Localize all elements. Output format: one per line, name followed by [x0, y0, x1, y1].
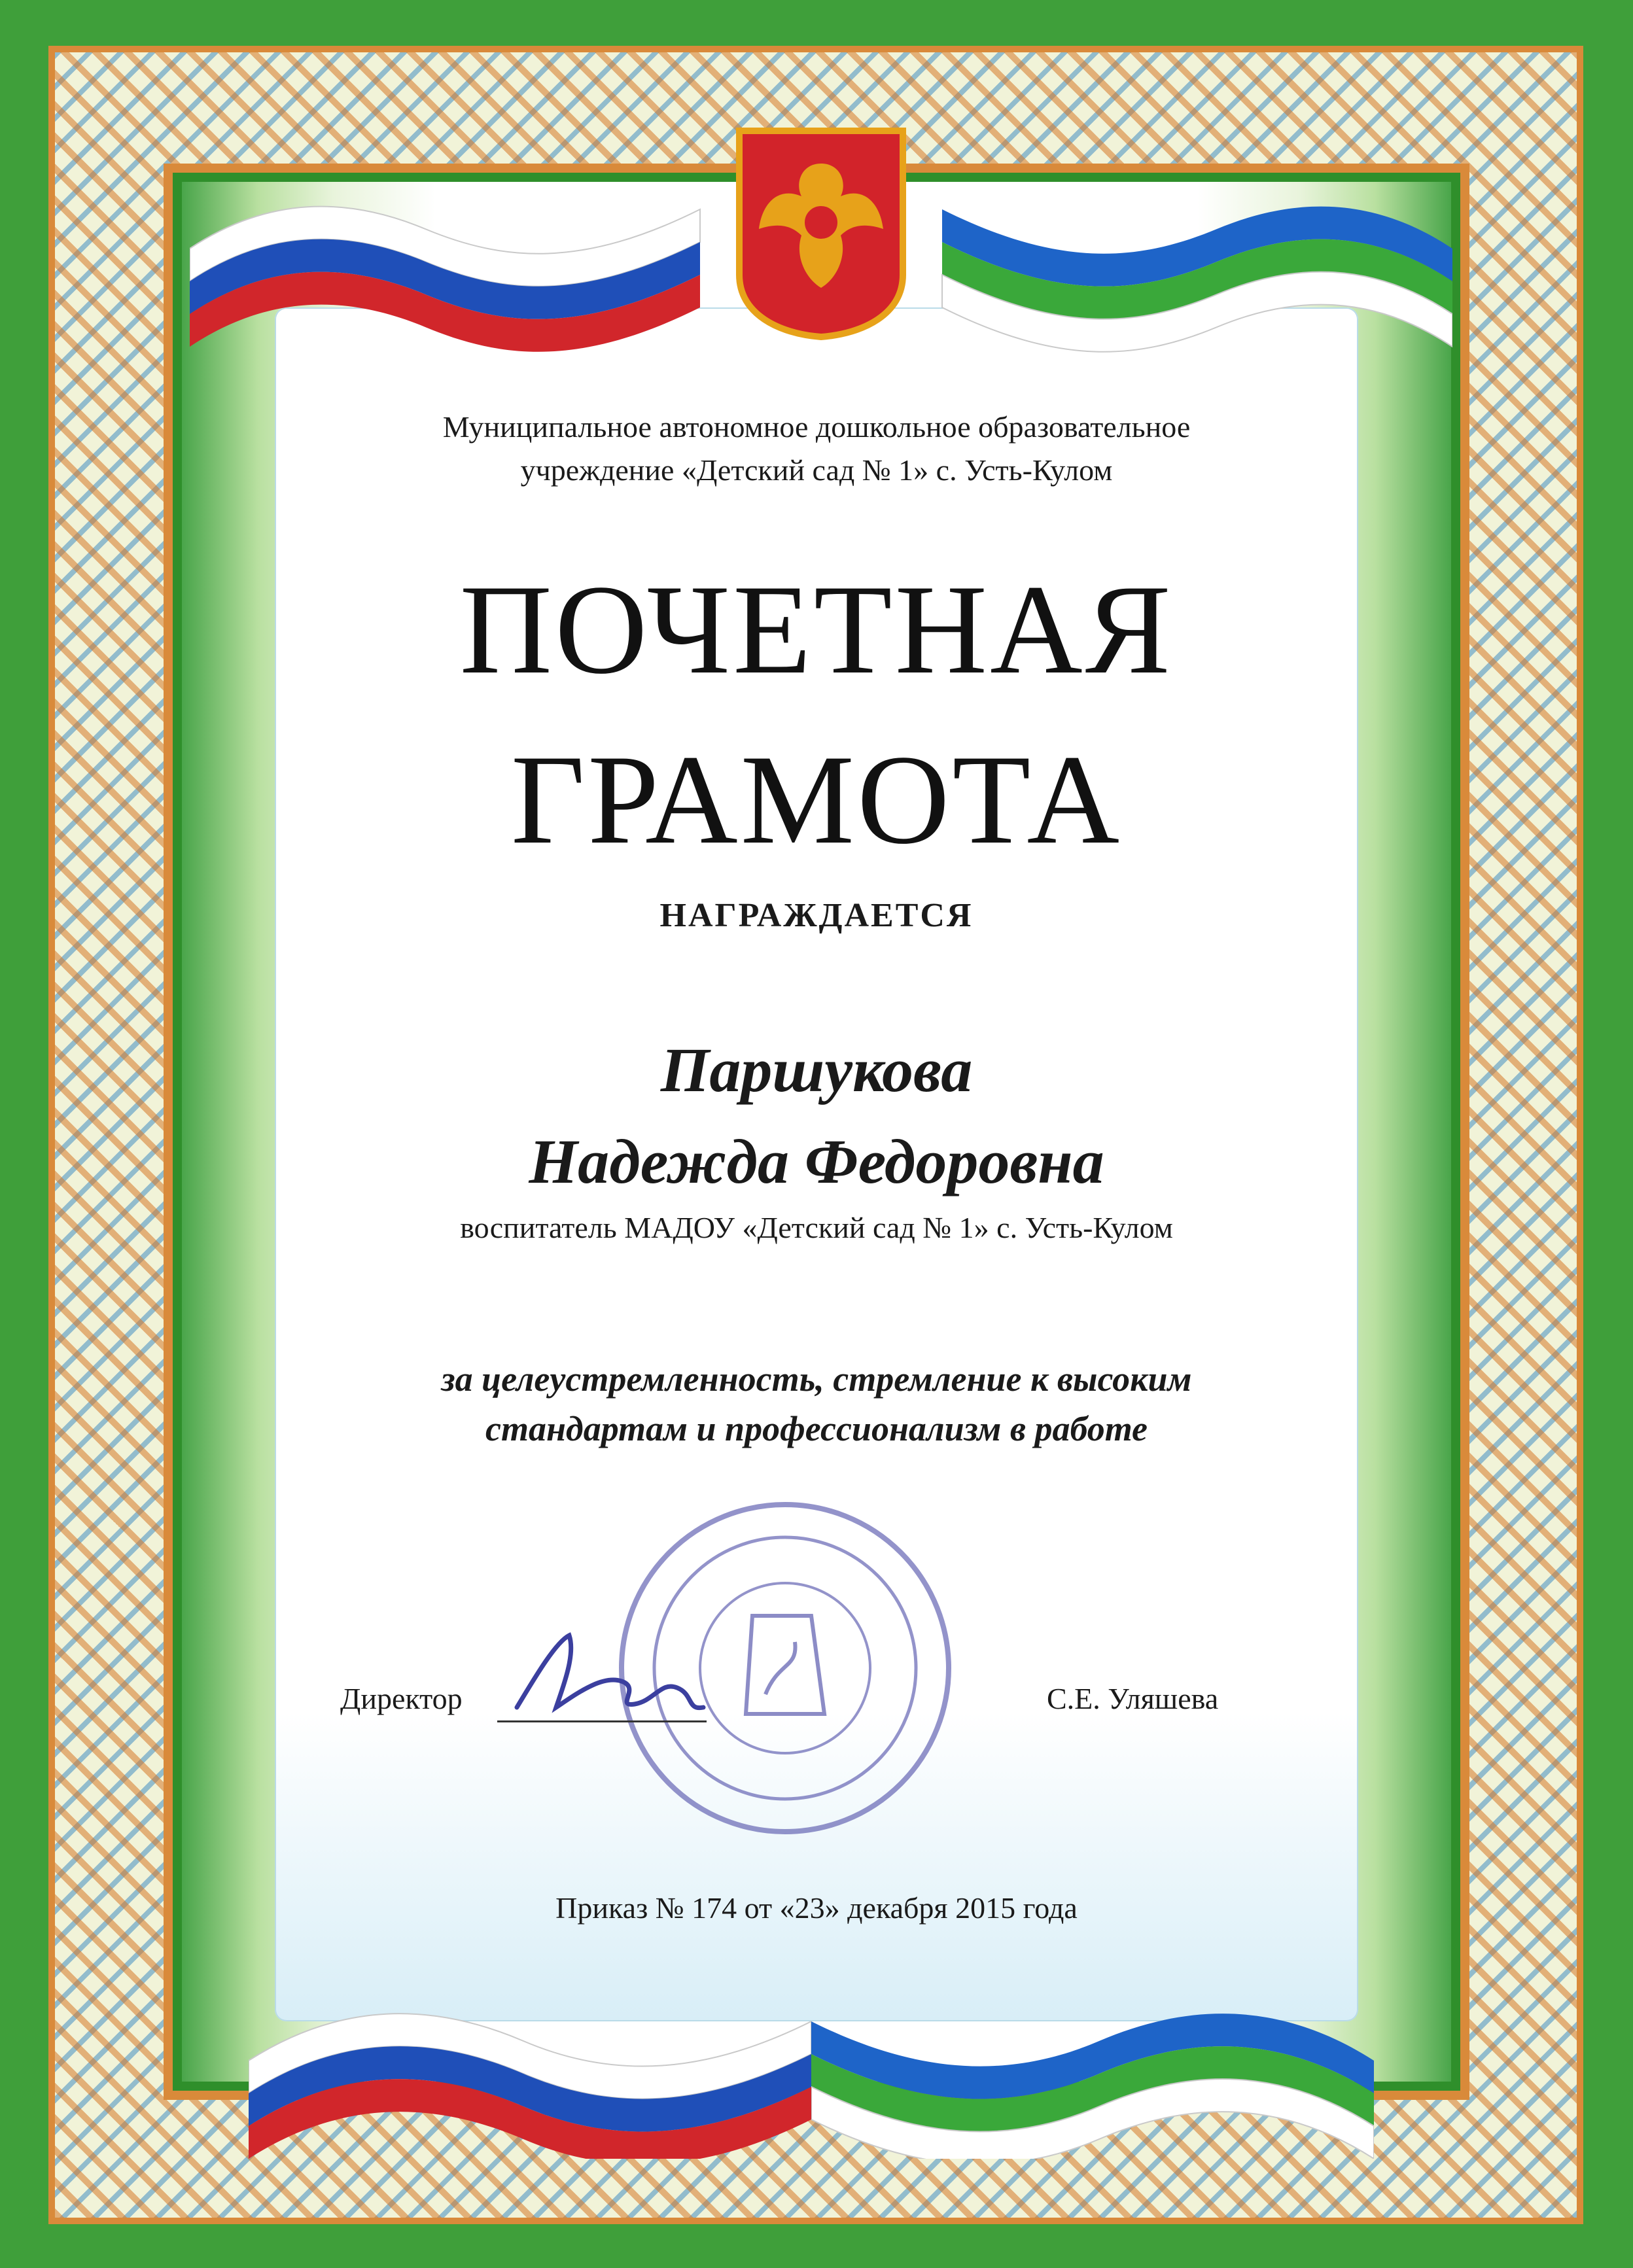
- awarded-label: НАГРАЖДАЕТСЯ: [659, 897, 974, 934]
- title-line-1: ПОЧЕТНАЯ: [459, 559, 1174, 701]
- award-reason: [0, 1354, 1633, 1454]
- recipient-surname: Паршукова: [660, 1035, 973, 1105]
- order-reference: Приказ № 174 от «23» декабря 2015 года: [555, 1891, 1078, 1925]
- recipient-given-names: Надежда Федоровна: [529, 1126, 1104, 1196]
- komi-flag-ribbon-icon: [929, 170, 1452, 366]
- russia-flag-ribbon-icon: [190, 170, 713, 366]
- award-reason-line-1: за целеустремленность, стремление к высоким: [441, 1359, 1192, 1399]
- award-reason-line-2: стандартам и профессионализм в работе: [485, 1409, 1148, 1448]
- russia-flag-ribbon-icon: [249, 1963, 811, 2159]
- handwritten-signature-icon: [497, 1616, 720, 1734]
- organization-line-2: учреждение «Детский сад № 1» с. Усть-Кулом: [520, 453, 1113, 487]
- komi-flag-ribbon-icon: [811, 1963, 1374, 2159]
- title-line-2: ГРАМОТА: [510, 729, 1123, 871]
- organization-name: [0, 406, 1633, 492]
- coat-of-arms-komi-icon: [733, 124, 909, 340]
- director-label: Директор: [340, 1682, 463, 1715]
- director-name: С.Е. Уляшева: [1047, 1682, 1219, 1715]
- recipient-position: воспитатель МАДОУ «Детский сад № 1» с. Усть-Кулом: [460, 1211, 1173, 1244]
- organization-line-1: Муниципальное автономное дошкольное образовательное: [442, 410, 1191, 444]
